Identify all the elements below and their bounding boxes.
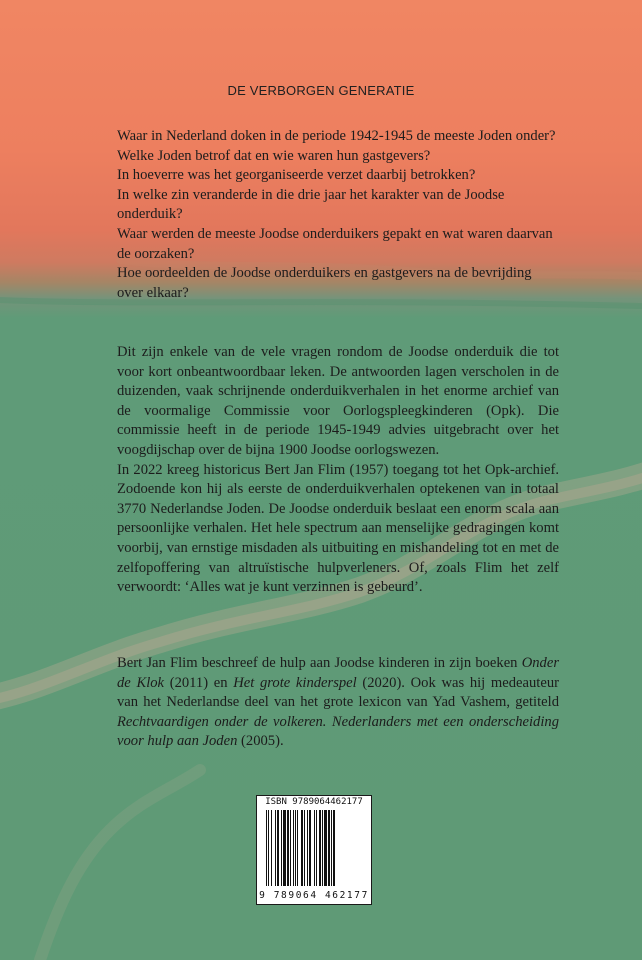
barcode-bar [307, 810, 308, 886]
barcode-bar [322, 810, 323, 886]
isbn-barcode [256, 795, 372, 905]
question-item: Waar werden de meeste Joodse onderduikers gepakt en wat waren daarvan de oorzaken? [117, 225, 553, 262]
barcode-bar [287, 810, 289, 886]
description-paragraph-2: In 2022 kreeg historicus Bert Jan Flim (1957) toegang tot het Opk-archief. Zodoende kon hij als eerste de onderduikverhalen optekenen van in totaal 3770 Nederlandse Joden. De Joodse onderduik beslaat een enorm scala aan persoonlijke verhalen. Het hele spectrum aan menselijke gedragingen komt voorbij, van ernstige misdaden als uitbuiting en mishandeling tot en met de zelfopoffering van altruïstische hulpverleners. Of, zoals Flim het zelf verwoordt: ‘Alles wat je kunt verzinnen is gebeurd’. [117, 461, 559, 596]
book-title-grote-kinderspel: Het grote kinderspel [233, 674, 357, 691]
barcode-bar [297, 810, 298, 886]
isbn-digits: 9 789064 462177 [259, 890, 369, 901]
author-bio-paragraph [117, 654, 559, 752]
book-title-onder-de-klok: Onder de Klok [117, 655, 559, 691]
barcode-bar [293, 810, 294, 886]
author-bio [117, 654, 559, 752]
barcode-bar [281, 810, 282, 886]
barcode-bar [331, 810, 332, 886]
barcode-bar [319, 810, 321, 886]
barcode-bar [309, 810, 311, 886]
isbn-label: ISBN 9789064462177 [265, 797, 363, 807]
barcode-bar [304, 810, 305, 886]
questions-list [117, 127, 559, 303]
barcode-bar [266, 810, 267, 886]
barcode-bar [268, 810, 269, 886]
barcode-bars [266, 810, 364, 886]
author-text: (2020). Ook was hij medeauteur van het Nederlandse deel van het grote lexicon van Yad Vashem, getiteld [117, 674, 559, 711]
question-item: Waar in Nederland doken in de periode 1942-1945 de meeste Joden onder? [117, 128, 556, 144]
barcode-bar [275, 810, 276, 886]
question-item: Welke Joden betrof dat en wie waren hun gastgevers? [117, 147, 431, 164]
barcode-bar [295, 810, 296, 886]
barcode-bar [324, 810, 327, 886]
barcode-bar [301, 810, 303, 886]
barcode-bar [333, 810, 335, 886]
book-title-rechtvaardigen: Rechtvaardigen onder de volkeren. Nederlanders met een onderscheiding voor hulp aan Joden [117, 713, 559, 750]
barcode-bar [328, 810, 330, 886]
author-text: Bert Jan Flim beschreef de hulp aan Joodse kinderen in zijn boeken [117, 655, 522, 671]
author-text: (2005). [237, 733, 284, 750]
question-item: Hoe oordeelden de Joodse onderduikers en gastgevers na de bevrijding over elkaar? [117, 265, 532, 301]
barcode-bar [316, 810, 317, 886]
barcode-bar [314, 810, 315, 886]
question-item: In welke zin veranderde in die drie jaar het karakter van de Joodse onderduik? [117, 186, 505, 223]
author-text: (2011) en [164, 674, 234, 691]
question-item: In hoeverre was het georganiseerde verzet daarbij betrokken? [117, 167, 476, 184]
barcode-bar [277, 810, 279, 886]
barcode-bar [290, 810, 291, 886]
description [117, 343, 559, 598]
barcode-bar [283, 810, 286, 886]
description-paragraph-1: Dit zijn enkele van de vele vragen rondom de Joodse onderduik die tot voor kort onbeantwoordbaar leken. De antwoorden lagen verscholen in de duizenden, vaak schrijnende onderduikverhalen in het enorme archief van de voormalige Commissie voor Oorlogspleegkinderen (Opk). Die commissie heeft in de periode 1945-1949 advies uitgebracht over het voogdijschap over de bijna 1900 Joodse oorlogswezen. [117, 344, 559, 458]
barcode-bar [271, 810, 272, 886]
book-title: DE VERBORGEN GENERATIE [227, 83, 415, 98]
